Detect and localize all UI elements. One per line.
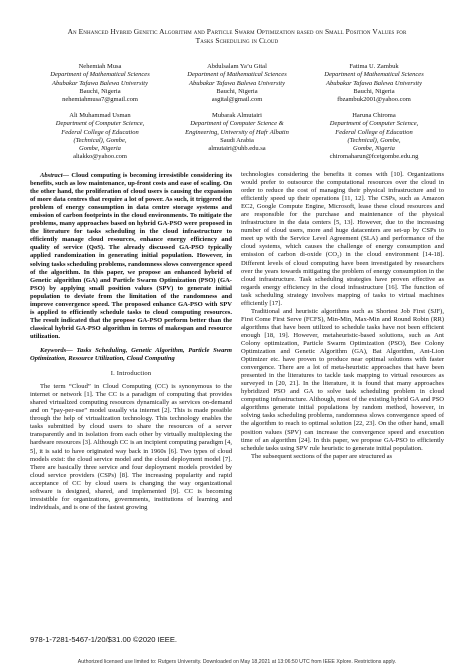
- author-name: Haruna Chiroma: [352, 112, 396, 119]
- intro-right-paragraph-1: technologies considering the benefits it comes with [10]. Organizations would prefer to outsource the computational resources over the cloud in order to reduce the cost of managing their physical infrastructure and to efficiently speed up their operations [11, 12]. The CSPs, such as Amazon EC2, Google Compute Engine, Microsoft, lease these cloud resources and are responsible for the purchase and maintenance of the physical infrastructure in the data centers [5, 13]. However, due to the increasing number of cloud users, more and huge datacenters are set-up by CSPs to meet up with the Service Level Agreement (SLA) and performance of the cloud systems, which causes the challenge of energy consumption and emission of carbon di-oxide (CO₂) in the cloud environment [14-18]. Different levels of cloud computing have been investigated by researchers over the years towards mitigating the problem of energy consumption in the cloud infrastructure. Task scheduling strategies have proven effective as regards energy efficiency in the cloud infrastructure [16]. The function of task scheduling strategy involves mapping of tasks to virtual machines efficiently [17].: [241, 171, 444, 307]
- author-inst: Abubakar Tafawa Balewa University: [189, 79, 285, 87]
- author-email[interactable]: aliakko@yahoo.com: [73, 153, 127, 161]
- author-name: Mubarak Almutairi: [211, 112, 262, 119]
- keywords: Keywords— Tasks Scheduling, Genetic Algorithm, Particle Swarm Optimization, Resource Utilization, Cloud Computing: [30, 346, 232, 363]
- author-block-5: [167, 112, 307, 153]
- author-dept: Department of Computer Science,: [55, 120, 145, 128]
- license-notice: Authorized licensed use limited to: Rutgers University. Downloaded on May 18,2021 at 13:06:50 UTC from IEEE Xplore. Restrictions apply.: [77, 659, 397, 665]
- author-inst: Federal College of Education: [335, 128, 413, 136]
- author-block-1: [30, 63, 170, 104]
- author-inst: Abubakar Tafawa Balewa University: [326, 79, 422, 87]
- author-location: Gombe, Nigeria: [353, 145, 395, 153]
- author-block-2: [167, 63, 307, 104]
- author-email[interactable]: almutairi@uhb.edu.sa: [208, 145, 266, 153]
- intro-left-paragraph: The term “Cloud” in Cloud Computing (CC) is synonymous to the internet or network [1]. The CC is a paradigm of computing that provides shared virtualized computing resources dynamically as services on-demand and on “pay-per-use” model usually via internet [2]. This is made possible through the help of virtualization technology. This technology enables the tasks submitted by cloud users to share the resources of a server transparently and in isolation from each other by virtually multiplexing the hardware resources [3]. Although CC is an incipient computing paradigm [4, 5], it is said to have originated way back in 1960s [6]. Two types of cloud models exist: the cloud service model and the cloud deployment model [7]. There are basically three service and four deployment models provided by cloud service providers (CSPs) [8]. The increasing popularity and rapid acceptance of CC by cloud users is changing the way organizational software is designed, shared, and implemented [9]. CC is becoming irresistible for organizations, governments, institutions of learning and individuals, and is one of the fastest growing: [30, 383, 232, 511]
- abstract-paragraph: [30, 172, 232, 341]
- author-block-6: [304, 112, 444, 162]
- author-location: Bauchi, Nigeria: [353, 87, 395, 95]
- author-inst: Engineering, University of Hafr Albatin: [185, 128, 289, 136]
- author-dept: Department of Computer Science &: [190, 120, 284, 128]
- author-inst-2: (Technical), Gombe,: [73, 136, 127, 144]
- copyright-code: 978-1-7281-5467-1/20/$31.00 ©2020 IEEE.: [30, 635, 178, 644]
- paper-title-line-2: Tasks Scheduling in Cloud: [195, 36, 279, 45]
- author-email[interactable]: asgital@gmail.com: [211, 96, 263, 104]
- intro-right-paragraph-2: Traditional and heuristic algorithms such as Shortest Job First (SJF), First Come First Serve (FCFS), Min-Min, Max-Min and Round Robin (RR) algorithms that have been utilized to schedule tasks have not been efficient enough [18, 19]. However, metaheuristic-based solutions, such as Ant Colony optimization, Particle Swarm Optimization (PSO), Bee Colony Optimization and Genetic Algorithm (GA), Bat Algorithm, Ant-Lion Optimizer etc. have proven to produce near optimal solutions with faster convergence. There are a lot of meta-heuristic approaches that have been presented in the literatures to tackle task mapping to virtual resources as surveyed in [20, 21]. In the literature, it is found that many approaches hybridized PSO and GA to solve task scheduling problem in cloud computing infrastructure. Although, most of the existing hybrid GA and PSO algorithms generate initial populations by random method, however, in solving tasks scheduling problems, randomness slows convergence speed of the algorithm to reach to optimal solution [22, 23]. On the other hand, small position values (SPV) can increase the convergence speed and execution time of an algorithm [24]. In this paper, we propose GA-PSO to efficiently schedule tasks using SPV rule heuristic to generate initial population.: [241, 307, 444, 452]
- paper-title: [30, 27, 444, 45]
- author-email[interactable]: chiromaharun@fcetgombe.edu.ng: [329, 153, 419, 161]
- abstract-text: Cloud computing is becoming irresistible considering its benefits, such as low maintenance, up-front costs and ease of scaling. On the other hand, the proliferation of cloud users is causing the expansion of more data centres that require a lot of power. As such, it triggered the problem of energy consumption in data centre storage systems and emission of carbon footprints in the cloud environments. To mitigate the problems, many approaches based on hybrid GA-PSO were proposed in the literature for tasks scheduling in the cloud infrastructure to efficiently manage cloud resources, enhance energy efficiency and quality of service (QoS). The already discussed GA-PSO typically applied randomization in generating initial population. However, in solving tasks scheduling problems, randomness slows convergence speed of the algorithm. In this paper, we propose an enhanced hybrid of Genetic algorithm (GA) and Particle Swarm Optimization (PSO) (GA-PSO) by applying small position values (SPV) to generate initial population to deviate from the limitation of the randomness and improve convergence speed. The proposed enhance GA-PSO with SPV is applied to efficiently schedule tasks to cloud computing resources. The result indicated that the propose GA-PSO perform better than the classical hybrid GA-PSO algorithm in terms of makespan and resource utilization.: [30, 172, 232, 340]
- author-dept: Department of Mathematical Sciences: [324, 71, 424, 79]
- author-name: Fatima U. Zambuk: [349, 63, 399, 70]
- author-inst: Federal College of Education: [61, 128, 139, 136]
- author-name: Nehemiah Musa: [78, 63, 122, 70]
- author-inst: Abubakar Tafawa Balewa University: [52, 79, 148, 87]
- section-heading: I. Introduction: [110, 370, 152, 378]
- author-dept: Department of Mathematical Sciences: [187, 71, 287, 79]
- author-location: Saudi Arabia: [220, 136, 254, 144]
- author-dept: Department of Mathematical Sciences: [50, 71, 150, 79]
- left-column: [30, 172, 232, 512]
- author-block-3: [304, 63, 444, 104]
- author-email[interactable]: fbzambuk2001@yahoo.com: [337, 96, 411, 104]
- author-location: Bauchi, Nigeria: [79, 87, 121, 95]
- author-email[interactable]: nehemiahmusa7@gmail.com: [62, 96, 138, 104]
- author-inst-2: (Technical), Gombe,: [347, 136, 401, 144]
- paper-title-line-1: An Enhanced Hybrid Genetic Algorithm and Particle Swarm Optimization based on Small Position Values for: [67, 27, 407, 36]
- author-name: Ali Muhammad Usman: [69, 112, 131, 119]
- intro-right-paragraph-3: The subsequent sections of the paper are structured as: [251, 452, 393, 460]
- author-dept: Department of Computer Science,: [329, 120, 419, 128]
- author-location: Bauchi, Nigeria: [216, 87, 258, 95]
- author-block-4: [30, 112, 170, 162]
- right-column: [241, 171, 444, 461]
- author-name: Abdulsalam Ya’u Gital: [207, 63, 267, 70]
- abstract-lead: Abstract—: [40, 172, 70, 179]
- author-location: Gombe, Nigeria: [79, 145, 121, 153]
